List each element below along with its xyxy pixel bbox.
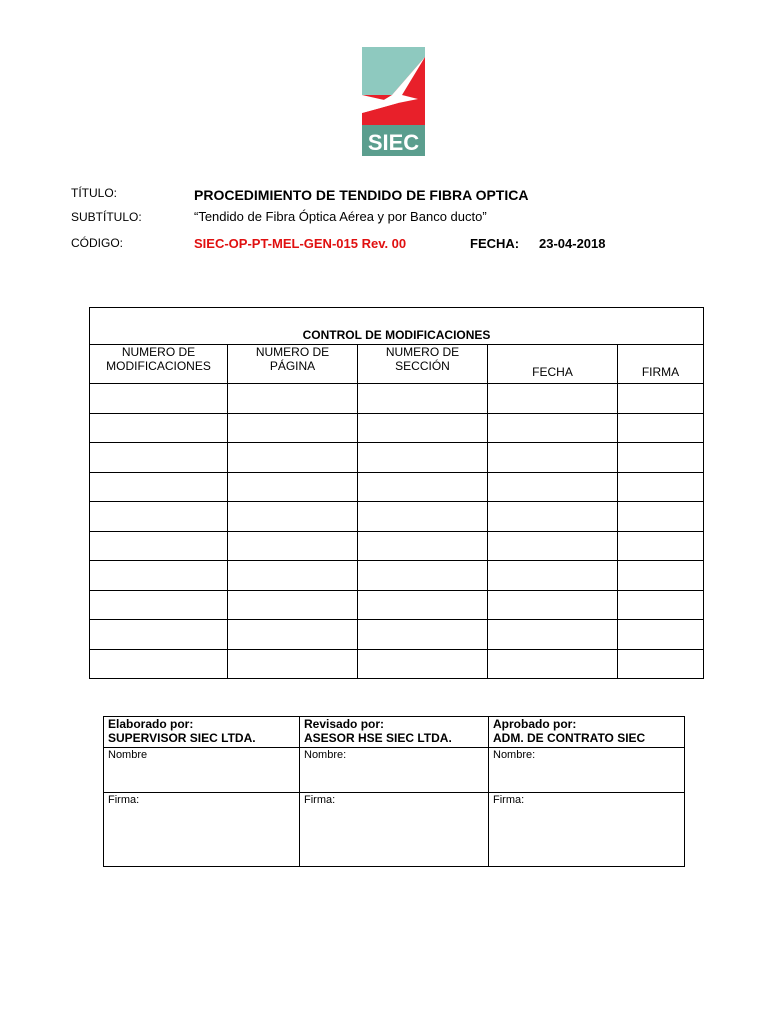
subtitle-label: SUBTÍTULO: — [71, 210, 142, 224]
col-header-seccion: NUMERO DE SECCIÓN — [358, 345, 488, 384]
siec-logo — [362, 47, 425, 156]
aprobado-signature-field: Firma: — [489, 793, 685, 867]
table-row — [90, 649, 704, 679]
date-label: FECHA: — [470, 236, 520, 251]
col-header-fecha: FECHA — [488, 345, 618, 384]
aprobado-name-field: Nombre: — [489, 748, 685, 793]
table-row — [90, 472, 704, 502]
elaborado-signature-field: Firma: — [104, 793, 300, 867]
table-row — [90, 620, 704, 650]
document-title: PROCEDIMIENTO DE TENDIDO DE FIBRA OPTICA — [194, 187, 529, 203]
col-header-firma: FIRMA — [618, 345, 704, 384]
modifications-caption: CONTROL DE MODIFICACIONES — [90, 308, 704, 345]
table-row — [90, 413, 704, 443]
modifications-table — [89, 307, 704, 679]
code-label: CÓDIGO: — [71, 236, 124, 250]
table-row — [90, 443, 704, 473]
document-code: SIEC-OP-PT-MEL-GEN-015 Rev. 00 — [194, 236, 407, 251]
table-row — [90, 502, 704, 532]
col-header-modificaciones: NUMERO DE MODIFICACIONES — [90, 345, 228, 384]
elaborado-por-cell: Elaborado por: SUPERVISOR SIEC LTDA. — [104, 717, 300, 748]
revisado-por-cell: Revisado por: ASESOR HSE SIEC LTDA. — [300, 717, 489, 748]
title-label: TÍTULO: — [71, 186, 118, 200]
document-subtitle: “Tendido de Fibra Óptica Aérea y por Banco ducto” — [194, 209, 487, 224]
document-date: 23-04-2018 — [539, 236, 606, 251]
table-row — [90, 590, 704, 620]
table-row — [90, 561, 704, 591]
table-row — [90, 531, 704, 561]
revisado-name-field: Nombre: — [300, 748, 489, 793]
revisado-signature-field: Firma: — [300, 793, 489, 867]
table-row — [90, 384, 704, 414]
col-header-pagina: NUMERO DE PÁGINA — [228, 345, 358, 384]
signatures-table — [103, 716, 685, 867]
aprobado-por-cell: Aprobado por: ADM. DE CONTRATO SIEC — [489, 717, 685, 748]
elaborado-name-field: Nombre — [104, 748, 300, 793]
logo-text: SIEC — [367, 130, 420, 155]
